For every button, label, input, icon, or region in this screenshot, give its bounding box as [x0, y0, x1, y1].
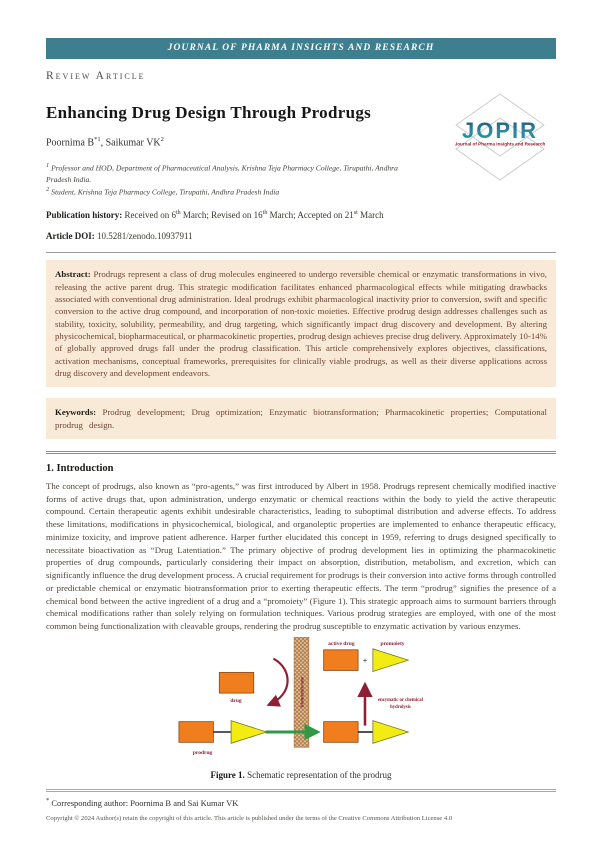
drug-label: drug — [230, 697, 242, 704]
introduction-heading: 1. Introduction — [46, 462, 114, 474]
hydrolysis-label-line1: enzymatic or chemical — [377, 697, 423, 703]
prodrug-schematic — [163, 637, 439, 763]
publication-history-label: Publication history: — [46, 210, 123, 221]
prodrug-right-triangle — [373, 721, 408, 744]
author-1-name: Poornima B — [46, 137, 95, 149]
publication-history — [46, 210, 556, 220]
abstract-box — [46, 260, 556, 387]
ordinal-sup: st — [353, 210, 358, 217]
ordinal-sup: th — [262, 210, 268, 217]
rule-above-abstract — [46, 252, 556, 253]
article-doi — [46, 231, 556, 241]
affiliation-2-text: Student, Krishna Teja Pharmacy College, Tirupathi, Andhra Pradesh India — [49, 187, 280, 197]
keywords-label: Keywords: — [55, 407, 97, 418]
footer-rule — [46, 789, 556, 792]
affiliation-1-text: Professor and HOD, Department of Pharmaceutical Analysis, Krishna Teja Pharmacy College, Tirupathi, Andhra Pradesh India. — [46, 163, 398, 184]
rule-above-introduction — [46, 451, 556, 454]
article-title: Enhancing Drug Design Through Prodrugs — [46, 103, 372, 122]
prodrug-right-rect — [324, 721, 358, 742]
hydrolysis-label-line2: hydrolysis — [390, 704, 411, 710]
plus-sign: + — [362, 656, 368, 666]
keywords-text: Prodrug development; Drug optimization; Enzymatic biotransformation; Pharmacokinetic properties; Computational prodrug design. — [55, 407, 547, 430]
publication-history-text: March — [357, 210, 384, 221]
promoiety-triangle — [373, 649, 408, 672]
affiliations — [46, 161, 418, 197]
prodrug-label: prodrug — [192, 749, 213, 756]
authors-line — [46, 136, 556, 148]
affiliation-1-sup: 1 — [46, 162, 50, 170]
figure-caption-text: Schematic representation of the prodrug — [244, 769, 392, 780]
promoiety-label: promoiety — [380, 640, 405, 647]
corresponding-author-sup: * — [46, 796, 50, 804]
active-drug-rect — [324, 650, 358, 671]
introduction-paragraph: The concept of prodrugs, also known as “pro-agents,” was first introduced by Albert in 1958. Prodrugs represent chemically modified inactive forms of active drugs that, upon administration, undergo enzymatic or chemical reactions within the body to yield the active therapeutic compound. Certain therapeutic agents exhibit undesirable characteristics, leading to suboptimal distribution and adverse effects. To address these limitations, modifications in physicochemical, biological, and organoleptic properties are implemented to enhance therapeutic efficacy, minimize toxicity, and improve patient adherence. Harper further elucidated this concept in 1959, referring to drugs designed specifically to necessitate bioactivation as “Drug Latentiation.” The primary objective of prodrug development lies in optimizing the pharmacokinetic properties of drug compounds, particularly considering their impact on absorption, distribution, metabolism, and excretion, which can significantly influence the drug development process. A crucial requirement for prodrugs is their conversion into active forms through controlled or predictable chemical or enzymatic biotransformation prior to exerting therapeutic effects. The term “prodrug” signifies the presence of a chemical bond between the active ingredient of a drug and a “promoiety” (Figure 1). This strategic approach aims to surmount barriers through chemical modifications rather than solely relying on formulation techniques. Various prodrug strategies are employed, with one of the most common being functionalization with cleavable groups, rendering the prodrug susceptible to enzymatic activation by various enzymes. — [46, 480, 556, 632]
logo-subtitle: Journal of Pharma Insights and Research — [454, 141, 546, 147]
copyright-line: Copyright © 2024 Author(s) retain the copyright of this article. This article is published under the terms of the Creative Commons Attribution License 4.0 — [46, 814, 453, 822]
publication-history-text: Received on 6 — [122, 210, 176, 221]
ordinal-sup: th — [176, 210, 181, 217]
corresponding-author-line — [46, 797, 556, 808]
logo-acronym: JOPIR — [461, 118, 539, 143]
article-type-label: Review Article — [46, 70, 146, 82]
publication-history-text: March; Revised on 16 — [180, 210, 263, 221]
author-2-sup: 2 — [160, 136, 164, 143]
publication-history-text: March; Accepted on 21 — [267, 210, 354, 221]
affiliation-2 — [46, 185, 418, 198]
author-2-name: Saikumar VK — [105, 137, 161, 149]
prodrug-left-rect — [179, 721, 213, 742]
abstract-label: Abstract: — [55, 269, 91, 280]
blocked-diffusion-arc — [269, 658, 288, 704]
active-drug-label: active drug — [328, 640, 355, 647]
abstract-text: Prodrugs represent a class of drug molecules engineered to undergo reversible chemical or enzymatic transformations in vivo, releasing the active parent drug. This strategic modification facilitates enhanced pharmacological effects while mitigating drawbacks associated with conventional drug administration. Ideal prodrugs exhibit pharmacological inactivity prior to conversion, swift and specific conversion to the active drug compound, and incorporation of non-toxic moieties. Effective prodrug design addresses challenges such as stability, toxicity, solubility, permeability, and drug targeting, which significantly impact drug discovery and development. By altering physicochemical, biopharmaceutical, or pharmacokinetic properties, prodrug design achieves precise drug delivery. Approximately 10-14% of globally approved drugs fall under the prodrug classification. This article comprehensively explores objectives, classifications, activation mechanisms, conceptual frameworks, prerequisites for clinically viable prodrugs, as well as their diverse applications across drug discovery and development endeavors. — [55, 269, 547, 378]
affiliation-1 — [46, 161, 418, 185]
affiliation-2-sup: 2 — [46, 185, 50, 193]
doi-label: Article DOI: — [46, 231, 95, 242]
figure-caption-number: Figure 1. — [210, 769, 245, 780]
figure-caption — [46, 770, 556, 780]
corresponding-author-text: Corresponding author: Poornima B and Sai Kumar VK — [49, 797, 239, 808]
doi-value: 10.5281/zenodo.10937911 — [94, 231, 193, 242]
keywords-box — [46, 398, 556, 439]
prodrug-left-triangle — [231, 721, 266, 744]
drug-rect — [219, 672, 253, 693]
author-separator: , — [100, 137, 106, 149]
journal-banner: JOURNAL OF PHARMA INSIGHTS AND RESEARCH — [46, 38, 556, 59]
author-1-sup: *1 — [94, 136, 101, 143]
biomembrane-label: biomembrane — [299, 676, 306, 708]
figure-1 — [46, 637, 556, 780]
